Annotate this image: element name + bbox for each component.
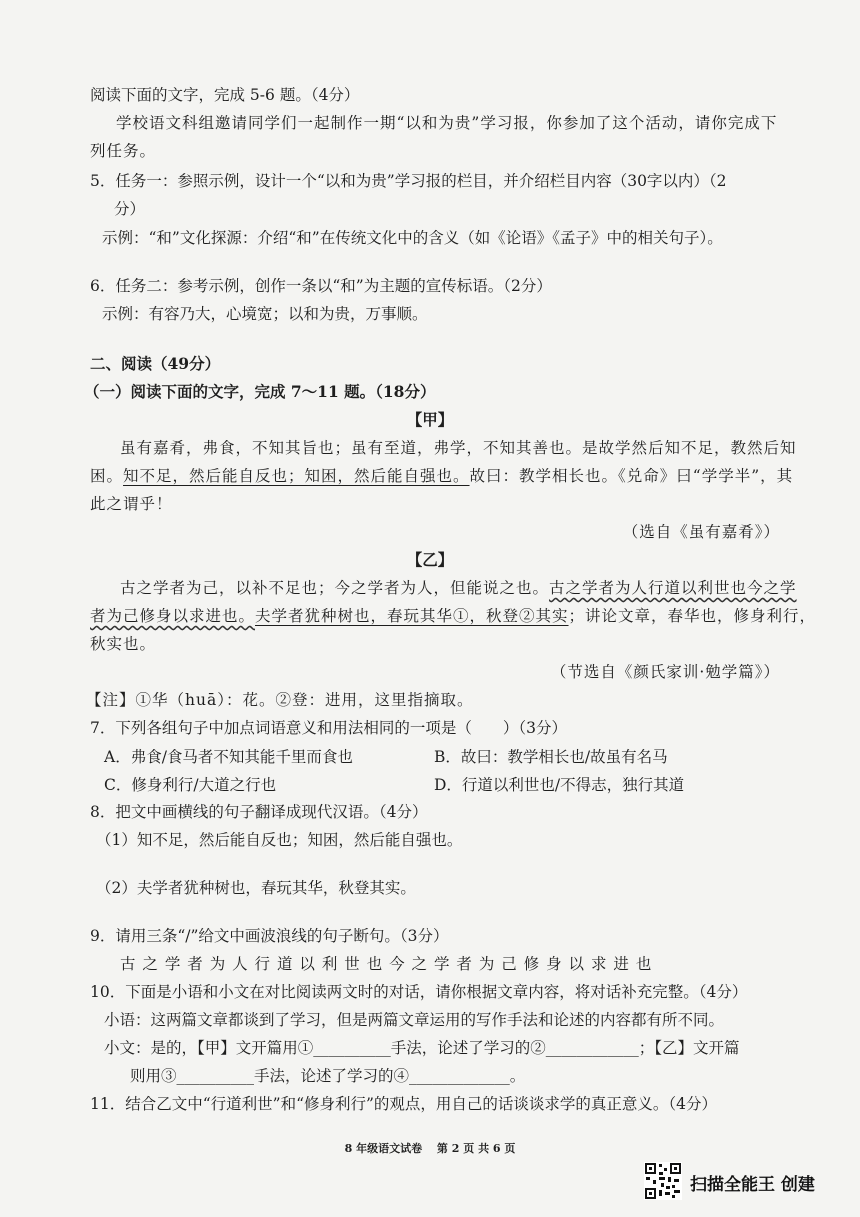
passage-yi-source: （节选自《颜氏家训·勉学篇》） (550, 663, 780, 681)
question-5-example: 示例：“和”文化探源：介绍“和”在传统文化中的含义（如《论语》《孟子》中的相关句子）。 (102, 229, 723, 247)
activity-description: 学校语文科组邀请同学们一起制作一期“以和为贵”学习报，你参加了这个活动，请你完成下 (116, 114, 778, 132)
section-instruction: 阅读下面的文字，完成 5-6 题。（4分） (90, 86, 360, 104)
question-9: 9．请用三条“/”给文中画波浪线的句子断句。（3分） (90, 927, 449, 945)
question-10-xiaowen: 小文：是的，【甲】文开篇用①__________手法，论述了学习的②____________；【乙】文开篇 (104, 1039, 740, 1057)
question-6-example: 示例：有容乃大，心境宽；以和为贵，万事顺。 (102, 305, 428, 323)
passage-jia-line: 虽有嘉肴，弗食，不知其旨也；虽有至道，弗学，不知其善也。是故学然后知不足，教然后知 (120, 439, 797, 457)
question-7-option-c: C．修身利行/大道之行也 (104, 776, 277, 794)
passage-yi-line: 秋实也。 (90, 635, 157, 653)
qr-code-icon (644, 1162, 682, 1200)
question-7: 7．下列各组句子中加点词语意义和用法相同的一项是（ ）（3分） (90, 719, 567, 737)
passage-yi-line: 者为己修身以求进也。夫学者犹种树也，春玩其华①，秋登②其实；讲论文章，春华也，修身利行， (90, 607, 817, 625)
question-5-cont: 分） (114, 200, 146, 218)
section-subtitle: （一）阅读下面的文字，完成 7～11 题。（18分） (84, 382, 436, 401)
activity-description-cont: 列任务。 (90, 142, 157, 160)
passage-jia-source: （选自《虽有嘉肴》） (622, 523, 780, 541)
page-footer: 8 年级语文试卷 第 2 页 共 6 页 (344, 1142, 516, 1155)
section-title: 二、阅读（49分） (90, 354, 221, 373)
annotation-note: 【注】①华（huā）：花。②登：进用，这里指摘取。 (86, 691, 474, 709)
question-8-item: （1）知不足，然后能自反也；知困，然后能自强也。 (96, 831, 463, 849)
question-5: 5．任务一：参照示例，设计一个“以和为贵”学习报的栏目，并介绍栏目内容（30字以内）（2 (90, 172, 727, 190)
question-8-item: （2）夫学者犹种树也，春玩其华，秋登其实。 (96, 879, 416, 897)
question-9-sentence: 古 之 学 者 为 人 行 道 以 利 世 也 今 之 学 者 为 己 修 身 以 求 进 也 (120, 955, 653, 973)
passage-yi-line: 古之学者为己，以补不足也；今之学者为人，但能说之也。古之学者为人行道以利世也今之学 (120, 579, 797, 597)
question-6: 6．任务二：参考示例，创作一条以“和”为主题的宣传标语。（2分） (90, 277, 552, 295)
question-7-option-b: B．故曰：教学相长也/故虽有名马 (434, 748, 668, 766)
passage-yi-heading: 【乙】 (406, 550, 454, 569)
wavy-underlined-sentence: 古之学者为人行道以利世也今之学 (549, 579, 797, 597)
underlined-sentence: 夫学者犹种树也，春玩其华①，秋登②其实 (255, 607, 569, 625)
question-8: 8．把文中画横线的句子翻译成现代汉语。（4分） (90, 803, 428, 821)
scanner-watermark: 扫描全能王 创建 (690, 1175, 815, 1195)
question-7-option-d: D．行道以利世也/不得志，独行其道 (434, 776, 685, 794)
underlined-sentence: 知不足，然后能自反也；知困，然后能自强也。 (123, 467, 470, 485)
passage-jia-line: 此之谓乎！ (90, 495, 173, 513)
question-10: 10．下面是小语和小文在对比阅读两文时的对话，请你根据文章内容，将对话补充完整。（4分） (90, 983, 748, 1001)
passage-jia-heading: 【甲】 (406, 410, 454, 429)
wavy-underlined-sentence: 者为己修身以求进也。 (90, 607, 256, 625)
question-7-option-a: A．弗食/食马者不知其能千里而食也 (104, 748, 353, 766)
passage-jia-line: 困。知不足，然后能自反也；知困，然后能自强也。故曰：教学相长也。《兑命》曰“学学半”，其 (90, 467, 794, 485)
question-11: 11．结合乙文中“行道利世”和“修身利行”的观点，用自己的话谈谈求学的真正意义。（4分） (90, 1095, 718, 1113)
question-10-xiaoyu: 小语：这两篇文章都谈到了学习，但是两篇文章运用的写作手法和论述的内容都有所不同。 (104, 1011, 725, 1029)
question-10-xiaowen-cont: 则用③__________手法，论述了学习的④_____________。 (130, 1067, 526, 1085)
